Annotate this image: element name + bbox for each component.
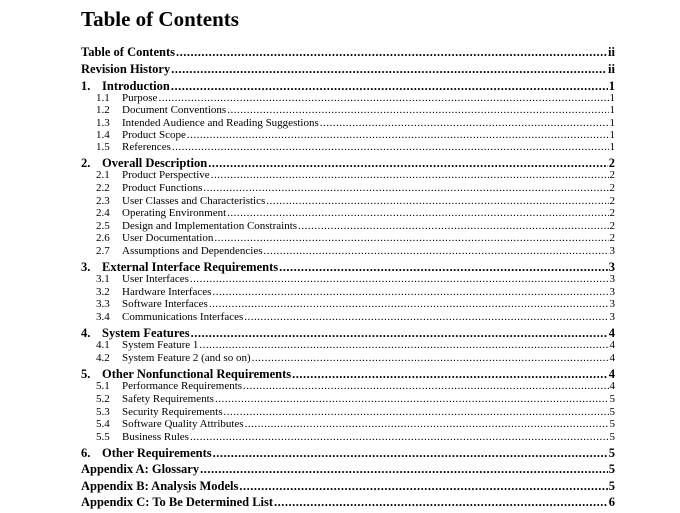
- toc-entry-page: 2: [609, 195, 615, 207]
- toc-entry-number: 2.2: [96, 182, 110, 194]
- toc-dot-leader: [298, 220, 608, 232]
- toc-entry-number: 2.4: [96, 207, 110, 219]
- toc-entry-number: 5.3: [96, 406, 110, 418]
- toc-entry[interactable]: [81, 260, 615, 274]
- toc-entry-label: Overall Description: [102, 156, 208, 170]
- toc-entry-label: Intended Audience and Reading Suggestions: [122, 117, 319, 129]
- toc-entry-page: 3: [609, 298, 615, 310]
- toc-entry-label: User Classes and Characteristics: [122, 195, 266, 207]
- toc-entry-number: 3.: [81, 260, 91, 274]
- toc-entry-page: ii: [608, 45, 615, 59]
- toc-subentry[interactable]: [96, 431, 615, 443]
- toc-entry-page: 4: [608, 326, 615, 340]
- toc-dot-leader: [171, 62, 607, 76]
- toc-entry-number: 2.5: [96, 220, 110, 232]
- toc-entry-page: 2: [609, 232, 615, 244]
- toc-entry-label: Product Perspective: [122, 169, 210, 181]
- toc-entry-page: 1: [609, 129, 615, 141]
- toc-subentry[interactable]: [96, 207, 615, 219]
- toc-dot-leader: [191, 326, 608, 340]
- toc-entry-number: 5.4: [96, 418, 110, 430]
- toc-entry-label: Software Interfaces: [122, 298, 208, 310]
- toc-entry-label: Appendix B: Analysis Models: [81, 479, 239, 493]
- toc-dot-leader: [227, 207, 608, 219]
- toc-entry-page: 4: [609, 352, 615, 364]
- toc-subentry[interactable]: [96, 298, 615, 310]
- toc-entry-page: 5: [609, 418, 615, 430]
- toc-entry-page: 3: [609, 245, 615, 257]
- toc-entry[interactable]: [81, 479, 615, 493]
- toc-dot-leader: [292, 367, 608, 381]
- toc-entry-page: 5: [609, 393, 615, 405]
- toc-dot-leader: [214, 232, 608, 244]
- toc-entry-label: External Interface Requirements: [102, 260, 279, 274]
- toc-subentry[interactable]: [96, 117, 615, 129]
- toc-dot-leader: [172, 141, 609, 153]
- toc-entry-page: 5: [608, 479, 615, 493]
- toc-entry-page: 5: [609, 406, 615, 418]
- toc-entry-number: 1.3: [96, 117, 110, 129]
- toc-dot-leader: [320, 117, 609, 129]
- toc-dot-leader: [203, 182, 608, 194]
- toc-entry-label: Other Requirements: [102, 446, 212, 460]
- toc-entry-number: 1.5: [96, 141, 110, 153]
- toc-entry-page: 5: [608, 462, 615, 476]
- toc-dot-leader: [190, 431, 609, 443]
- toc-entry-page: 2: [609, 207, 615, 219]
- toc-entry-label: Hardware Interfaces: [122, 286, 212, 298]
- toc-entry[interactable]: [81, 495, 615, 509]
- toc-entry-label: Appendix C: To Be Determined List: [81, 495, 274, 509]
- toc-dot-leader: [252, 352, 609, 364]
- toc-entry-number: 1.: [81, 79, 91, 93]
- toc-entry-number: 5.5: [96, 431, 110, 443]
- toc-entry-label: Table of Contents: [81, 45, 175, 59]
- toc-entry-number: 1.1: [96, 92, 110, 104]
- toc-dot-leader: [213, 446, 608, 460]
- toc-subentry[interactable]: [96, 393, 615, 405]
- toc-dot-leader: [199, 339, 608, 351]
- toc-entry-label: Document Conventions: [122, 104, 227, 116]
- toc-entry-page: 2: [609, 182, 615, 194]
- toc-dot-leader: [171, 79, 608, 93]
- toc-subentry[interactable]: [96, 141, 615, 153]
- toc-entry-label: Safety Requirements: [122, 393, 214, 405]
- toc-entry-number: 1.4: [96, 129, 110, 141]
- toc-dot-leader: [239, 479, 607, 493]
- toc-entry-page: 4: [609, 380, 615, 392]
- toc-entry[interactable]: [81, 79, 615, 93]
- toc-dot-leader: [187, 129, 609, 141]
- toc-subentry[interactable]: [96, 380, 615, 392]
- toc-subentry[interactable]: [96, 406, 615, 418]
- toc-dot-leader: [190, 273, 609, 285]
- toc-entry-label: Security Requirements: [122, 406, 223, 418]
- toc-entry-page: 2: [609, 220, 615, 232]
- toc-entry-label: User Documentation: [122, 232, 214, 244]
- toc-dot-leader: [200, 462, 608, 476]
- toc-entry-page: 2: [609, 169, 615, 181]
- toc-entry-number: 2.6: [96, 232, 110, 244]
- toc-entry-label: Assumptions and Dependencies: [122, 245, 263, 257]
- toc-entry-label: Appendix A: Glossary: [81, 462, 200, 476]
- toc-entry[interactable]: [81, 45, 615, 59]
- toc-entry-label: Other Nonfunctional Requirements: [102, 367, 292, 381]
- toc-dot-leader: [244, 311, 608, 323]
- toc-subentry[interactable]: [96, 245, 615, 257]
- toc-entry-page: 6: [608, 495, 615, 509]
- toc-subentry[interactable]: [96, 339, 615, 351]
- toc-entry-number: 5.1: [96, 380, 110, 392]
- toc-subentry[interactable]: [96, 195, 615, 207]
- toc-entry-number: 1.2: [96, 104, 110, 116]
- toc-entry-number: 3.2: [96, 286, 110, 298]
- toc-entry-label: Software Quality Attributes: [122, 418, 244, 430]
- toc-entry-label: Product Functions: [122, 182, 203, 194]
- toc-dot-leader: [158, 92, 608, 104]
- toc-entry-number: 2.3: [96, 195, 110, 207]
- toc-entry-page: 5: [608, 446, 615, 460]
- toc-dot-leader: [224, 406, 609, 418]
- toc-entry-number: 5.: [81, 367, 91, 381]
- toc-entry-label: Purpose: [122, 92, 158, 104]
- toc-dot-leader: [245, 418, 609, 430]
- toc-entry-page: 1: [608, 79, 615, 93]
- toc-entry-label: System Features: [102, 326, 190, 340]
- toc-dot-leader: [215, 393, 609, 405]
- toc-entry-number: 6.: [81, 446, 91, 460]
- toc-entry-page: 1: [609, 92, 615, 104]
- toc-entry-number: 4.1: [96, 339, 110, 351]
- toc-entry[interactable]: [81, 326, 615, 340]
- toc-entry-page: 3: [609, 273, 615, 285]
- toc-entry-label: System Feature 2 (and so on): [122, 352, 251, 364]
- toc-dot-leader: [176, 45, 607, 59]
- toc-entry-label: Operating Environment: [122, 207, 227, 219]
- toc-dot-leader: [279, 260, 608, 274]
- toc-entry-number: 4.: [81, 326, 91, 340]
- toc-subentry[interactable]: [96, 182, 615, 194]
- toc-subentry[interactable]: [96, 232, 615, 244]
- toc-entry-number: 2.: [81, 156, 91, 170]
- toc-entry-label: User Interfaces: [122, 273, 189, 285]
- toc-entry[interactable]: [81, 62, 615, 76]
- toc-dot-leader: [264, 245, 609, 257]
- toc-dot-leader: [208, 156, 608, 170]
- toc-entry[interactable]: [81, 446, 615, 460]
- toc-entry-page: 3: [609, 286, 615, 298]
- toc-entry-label: Product Scope: [122, 129, 186, 141]
- toc-subentry[interactable]: [96, 169, 615, 181]
- toc-entry-label: Revision History: [81, 62, 171, 76]
- toc-subentry[interactable]: [96, 220, 615, 232]
- toc-entry-label: Business Rules: [122, 431, 189, 443]
- toc-subentry[interactable]: [96, 418, 615, 430]
- toc-subentry[interactable]: [96, 352, 615, 364]
- toc-subentry[interactable]: [96, 104, 615, 116]
- toc-entry-page: 3: [609, 311, 615, 323]
- toc-entry-label: Introduction: [102, 79, 170, 93]
- toc-entry-page: 3: [608, 260, 615, 274]
- toc-dot-leader: [243, 380, 608, 392]
- toc-entry-number: 4.2: [96, 352, 110, 364]
- toc-entry-number: 2.7: [96, 245, 110, 257]
- toc-entry-number: 3.1: [96, 273, 110, 285]
- toc-entry-number: 3.3: [96, 298, 110, 310]
- toc-subentry[interactable]: [96, 129, 615, 141]
- toc-subentry[interactable]: [96, 273, 615, 285]
- toc-entry-number: 3.4: [96, 311, 110, 323]
- toc-dot-leader: [209, 298, 609, 310]
- toc-dot-leader: [274, 495, 608, 509]
- toc-entry-label: System Feature 1: [122, 339, 199, 351]
- toc-entry-label: Performance Requirements: [122, 380, 243, 392]
- toc-subentry[interactable]: [96, 92, 615, 104]
- toc-entry-label: Communications Interfaces: [122, 311, 244, 323]
- toc-entry[interactable]: [81, 156, 615, 170]
- toc-entry[interactable]: [81, 367, 615, 381]
- toc-entry-label: References: [122, 141, 171, 153]
- toc-entry-page: 5: [609, 431, 615, 443]
- toc-entry-page: 4: [609, 339, 615, 351]
- toc-entry-page: 2: [608, 156, 615, 170]
- toc-entry-number: 5.2: [96, 393, 110, 405]
- toc-dot-leader: [227, 104, 608, 116]
- page-title: Table of Contents: [81, 7, 239, 31]
- toc-dot-leader: [266, 195, 608, 207]
- toc-entry-page: ii: [608, 62, 615, 76]
- toc-subentry[interactable]: [96, 286, 615, 298]
- toc-subentry[interactable]: [96, 311, 615, 323]
- toc-dot-leader: [211, 169, 609, 181]
- toc-entry[interactable]: [81, 462, 615, 476]
- toc-entry-page: 1: [609, 104, 615, 116]
- toc-entry-page: 1: [609, 141, 615, 153]
- toc-entry-number: 2.1: [96, 169, 110, 181]
- toc-entry-page: 4: [608, 367, 615, 381]
- toc-entry-label: Design and Implementation Constraints: [122, 220, 298, 232]
- toc-entry-page: 1: [609, 117, 615, 129]
- toc-dot-leader: [212, 286, 608, 298]
